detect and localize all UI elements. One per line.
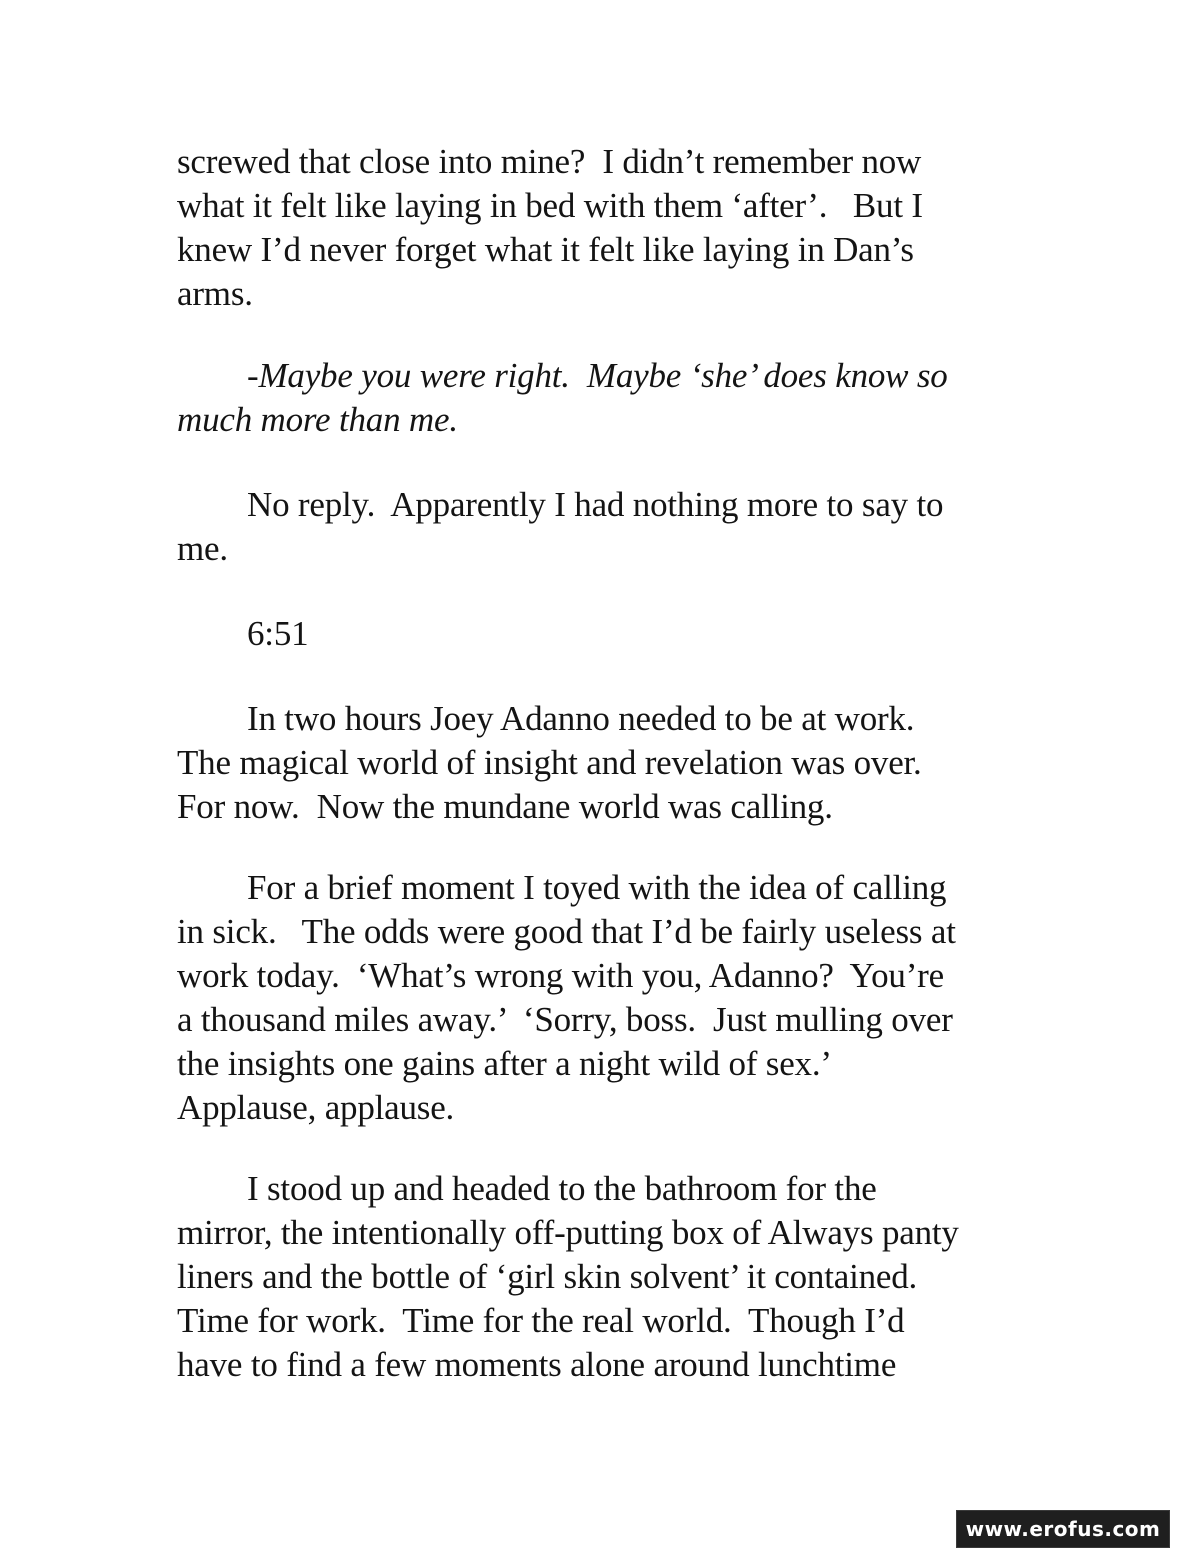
text-line: knew I’d never forget what it felt like laying in Dan’s — [177, 230, 914, 269]
text-line: arms. — [177, 274, 253, 313]
text-line: Applause, applause. — [177, 1088, 455, 1127]
text-line: The magical world of insight and revelation was over. — [177, 743, 922, 782]
text-line: me. — [177, 529, 228, 568]
watermark-text: www.erofus.com — [965, 1517, 1161, 1541]
text-line: work today. ‘What’s wrong with you, Adanno? You’re — [177, 956, 944, 995]
text-line: mirror, the intentionally off-putting box of Always panty — [177, 1213, 959, 1252]
text-line: liners and the bottle of ‘girl skin solvent’ it contained. — [177, 1257, 918, 1296]
text-line: I stood up and headed to the bathroom for the — [247, 1169, 877, 1208]
paragraph-2-italic — [177, 354, 1037, 442]
text-line: Time for work. Time for the real world. Though I’d — [177, 1301, 905, 1340]
timestamp-paragraph — [177, 612, 1037, 656]
paragraph-3 — [177, 483, 1037, 571]
text-line: the insights one gains after a night wild of sex.’ — [177, 1044, 832, 1083]
text-line: screwed that close into mine? I didn’t remember now — [177, 142, 922, 181]
text-line: For a brief moment I toyed with the idea of calling — [247, 868, 947, 907]
paragraph-5 — [177, 697, 1037, 829]
text-line: a thousand miles away.’ ‘Sorry, boss. Just mulling over — [177, 1000, 953, 1039]
paragraph-6 — [177, 866, 1037, 1130]
timestamp-text: 6:51 — [247, 614, 309, 653]
text-line: For now. Now the mundane world was calling. — [177, 787, 833, 826]
watermark-badge — [956, 1510, 1170, 1548]
text-line: have to find a few moments alone around lunchtime — [177, 1345, 897, 1384]
text-line: No reply. Apparently I had nothing more to say to — [247, 485, 944, 524]
paragraph-1 — [177, 140, 1037, 316]
text-line: in sick. The odds were good that I’d be fairly useless at — [177, 912, 956, 951]
text-line: what it felt like laying in bed with them ‘after’. But I — [177, 186, 923, 225]
paragraph-7 — [177, 1167, 1037, 1387]
text-line: -Maybe you were right. Maybe ‘she’ does know so — [247, 356, 948, 395]
text-line: In two hours Joey Adanno needed to be at work. — [247, 699, 915, 738]
text-line: much more than me. — [177, 400, 458, 439]
